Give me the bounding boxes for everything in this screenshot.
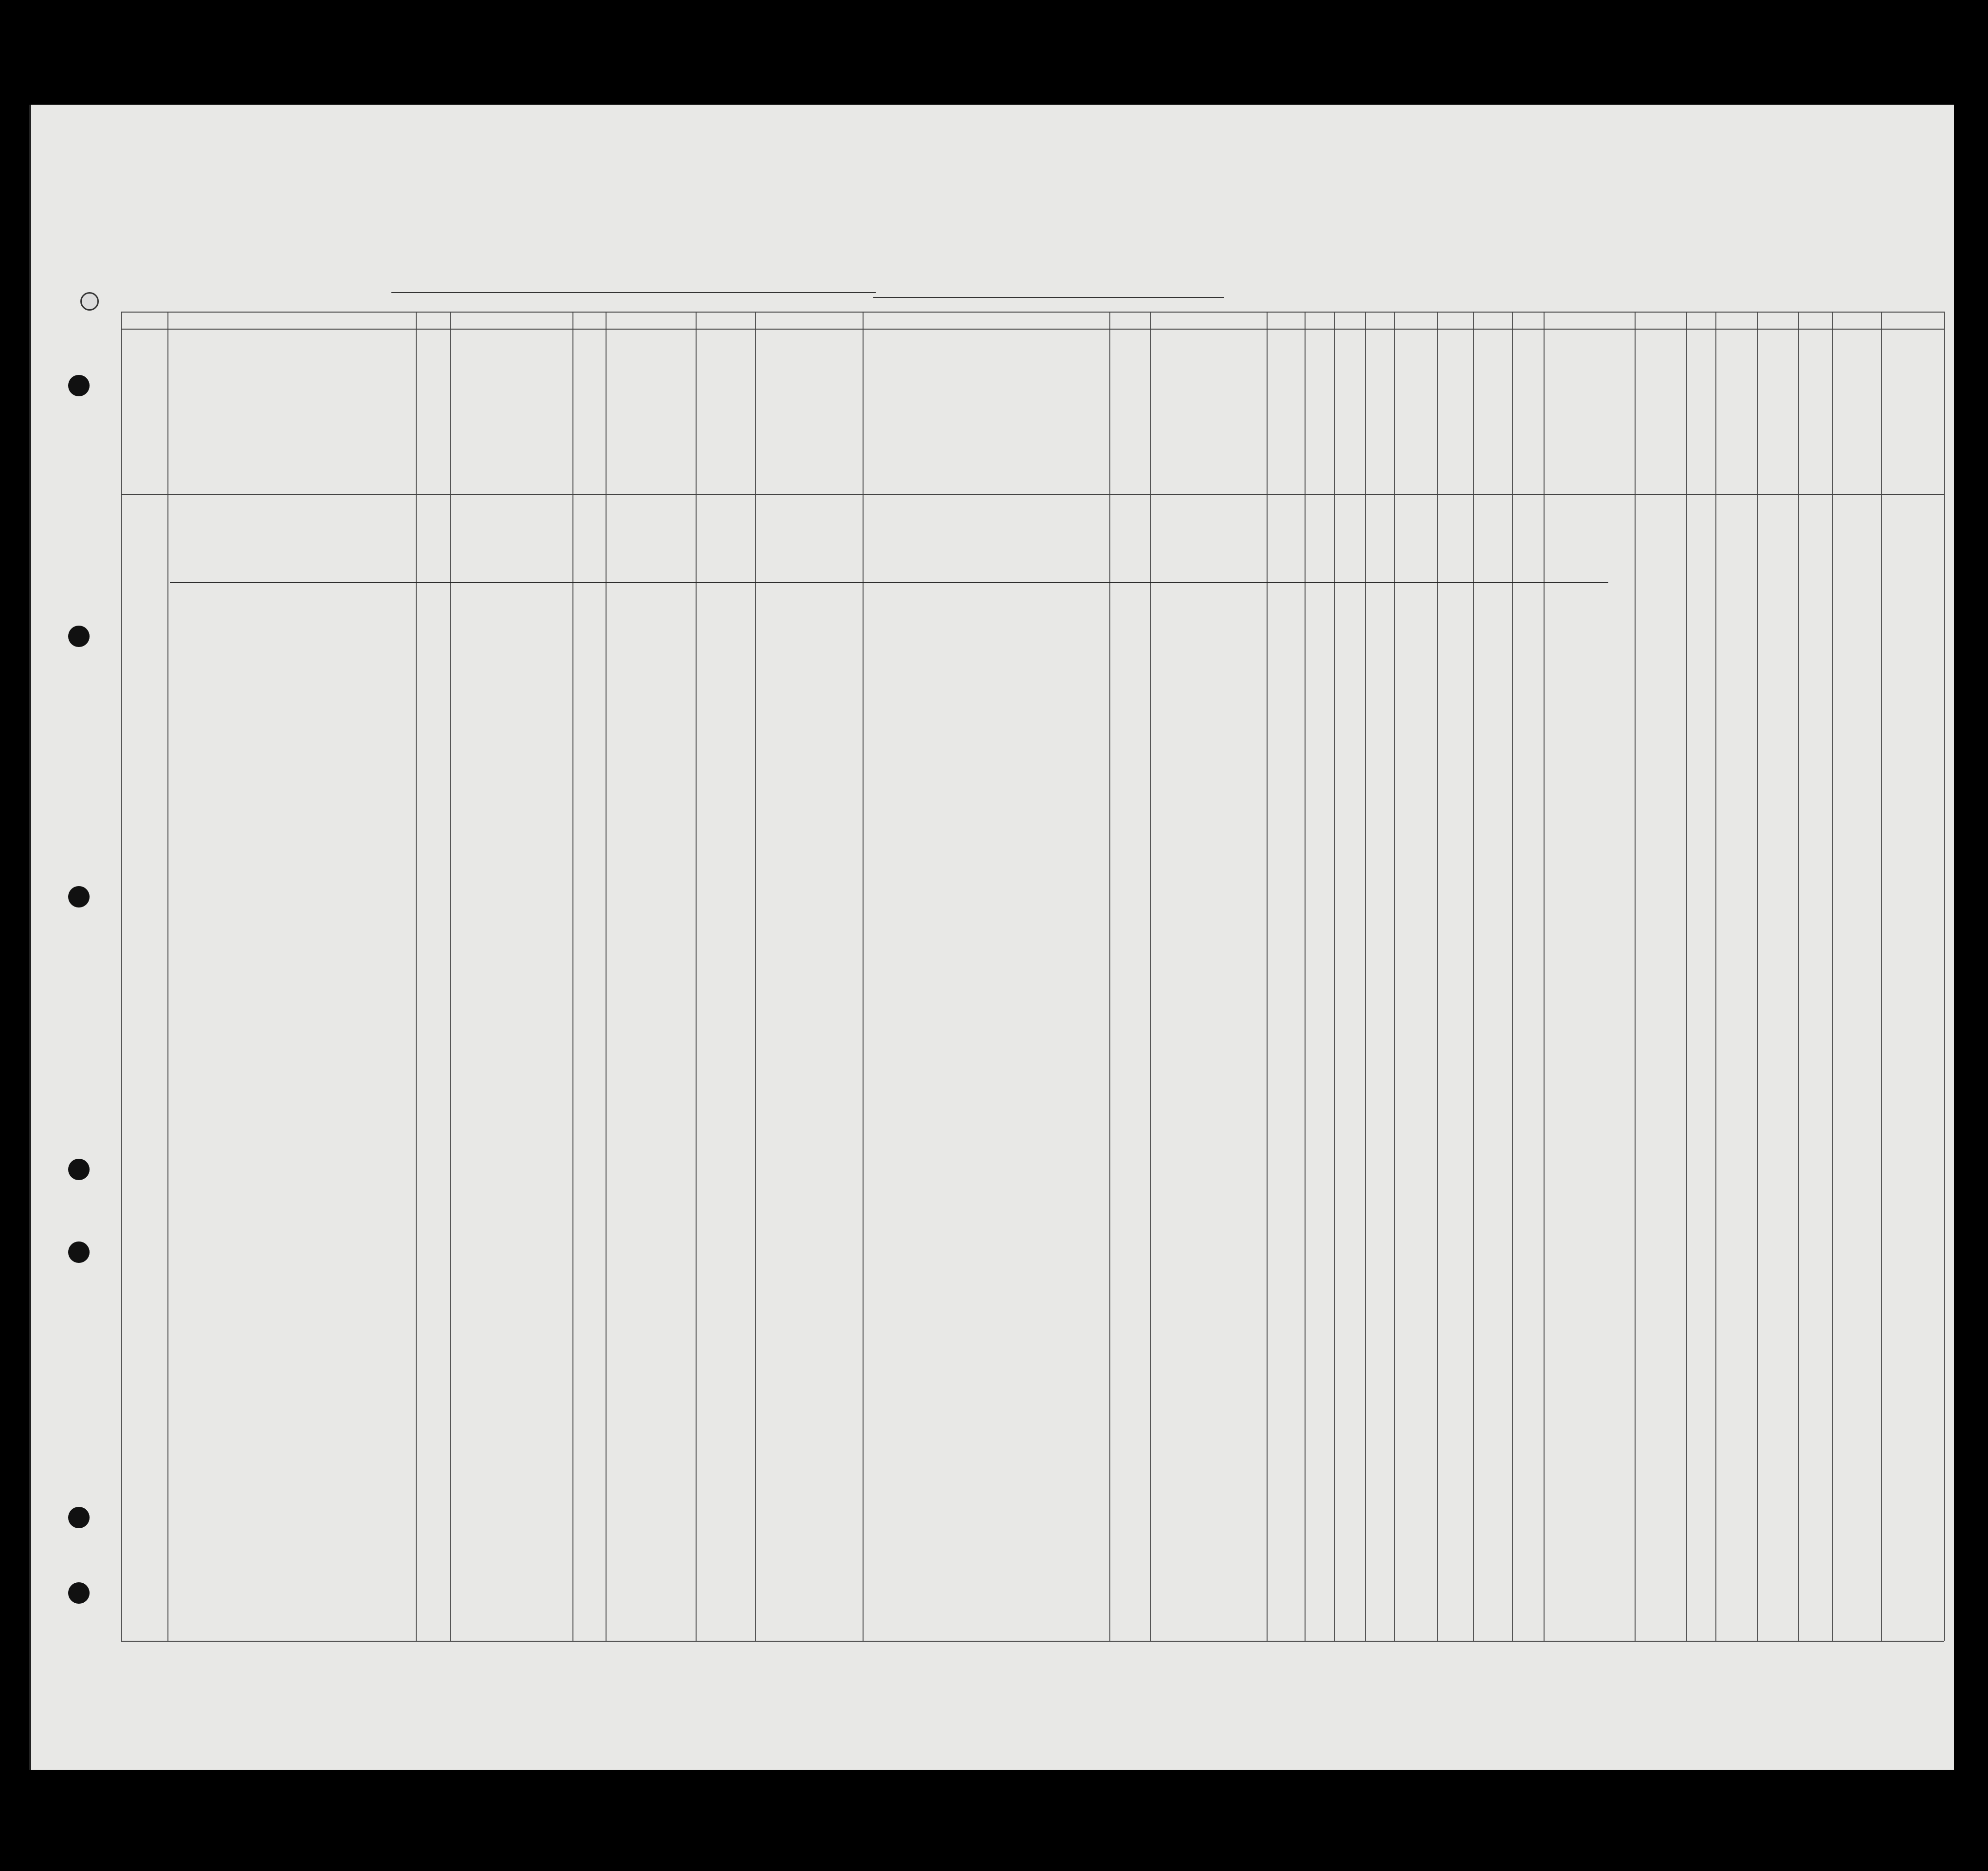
column-divider [696, 312, 697, 1641]
binder-hole [80, 292, 99, 311]
column-divider [863, 312, 864, 1641]
column-divider [1757, 312, 1758, 1641]
column-divider [1715, 312, 1716, 1641]
column-divider [1305, 312, 1306, 1641]
column-divider [1437, 312, 1438, 1641]
binder-hole [68, 886, 90, 908]
column-divider [1798, 312, 1799, 1641]
row-divider [121, 312, 1944, 313]
column-divider [1512, 312, 1513, 1641]
column-divider [1944, 312, 1945, 1641]
binder-hole [68, 626, 90, 647]
binder-hole [68, 1582, 90, 1604]
column-divider [1365, 312, 1366, 1641]
strike-line [170, 582, 1608, 583]
column-divider [121, 312, 122, 1641]
column-divider [1394, 312, 1395, 1641]
column-divider [606, 312, 607, 1641]
column-divider [167, 312, 168, 1641]
column-divider [1881, 312, 1882, 1641]
binder-hole [68, 1507, 90, 1528]
binder-hole [68, 375, 90, 396]
column-divider [1150, 312, 1151, 1641]
date-underline [873, 297, 1224, 298]
row-divider [121, 494, 1944, 495]
column-divider [1473, 312, 1474, 1641]
column-divider [416, 312, 417, 1641]
row-divider [121, 329, 1944, 330]
column-divider [450, 312, 451, 1641]
column-divider [1109, 312, 1110, 1641]
column-divider [572, 312, 573, 1641]
column-divider [755, 312, 756, 1641]
binder-hole [68, 1241, 90, 1263]
column-divider [1832, 312, 1833, 1641]
column-divider [1686, 312, 1687, 1641]
row-divider [121, 1641, 1944, 1642]
port-underline [391, 292, 876, 293]
binder-hole [68, 1159, 90, 1180]
column-divider [1544, 312, 1545, 1641]
column-divider [1267, 312, 1268, 1641]
column-divider [1334, 312, 1335, 1641]
column-divider [1635, 312, 1636, 1641]
manifest-sheet [29, 105, 1954, 1770]
